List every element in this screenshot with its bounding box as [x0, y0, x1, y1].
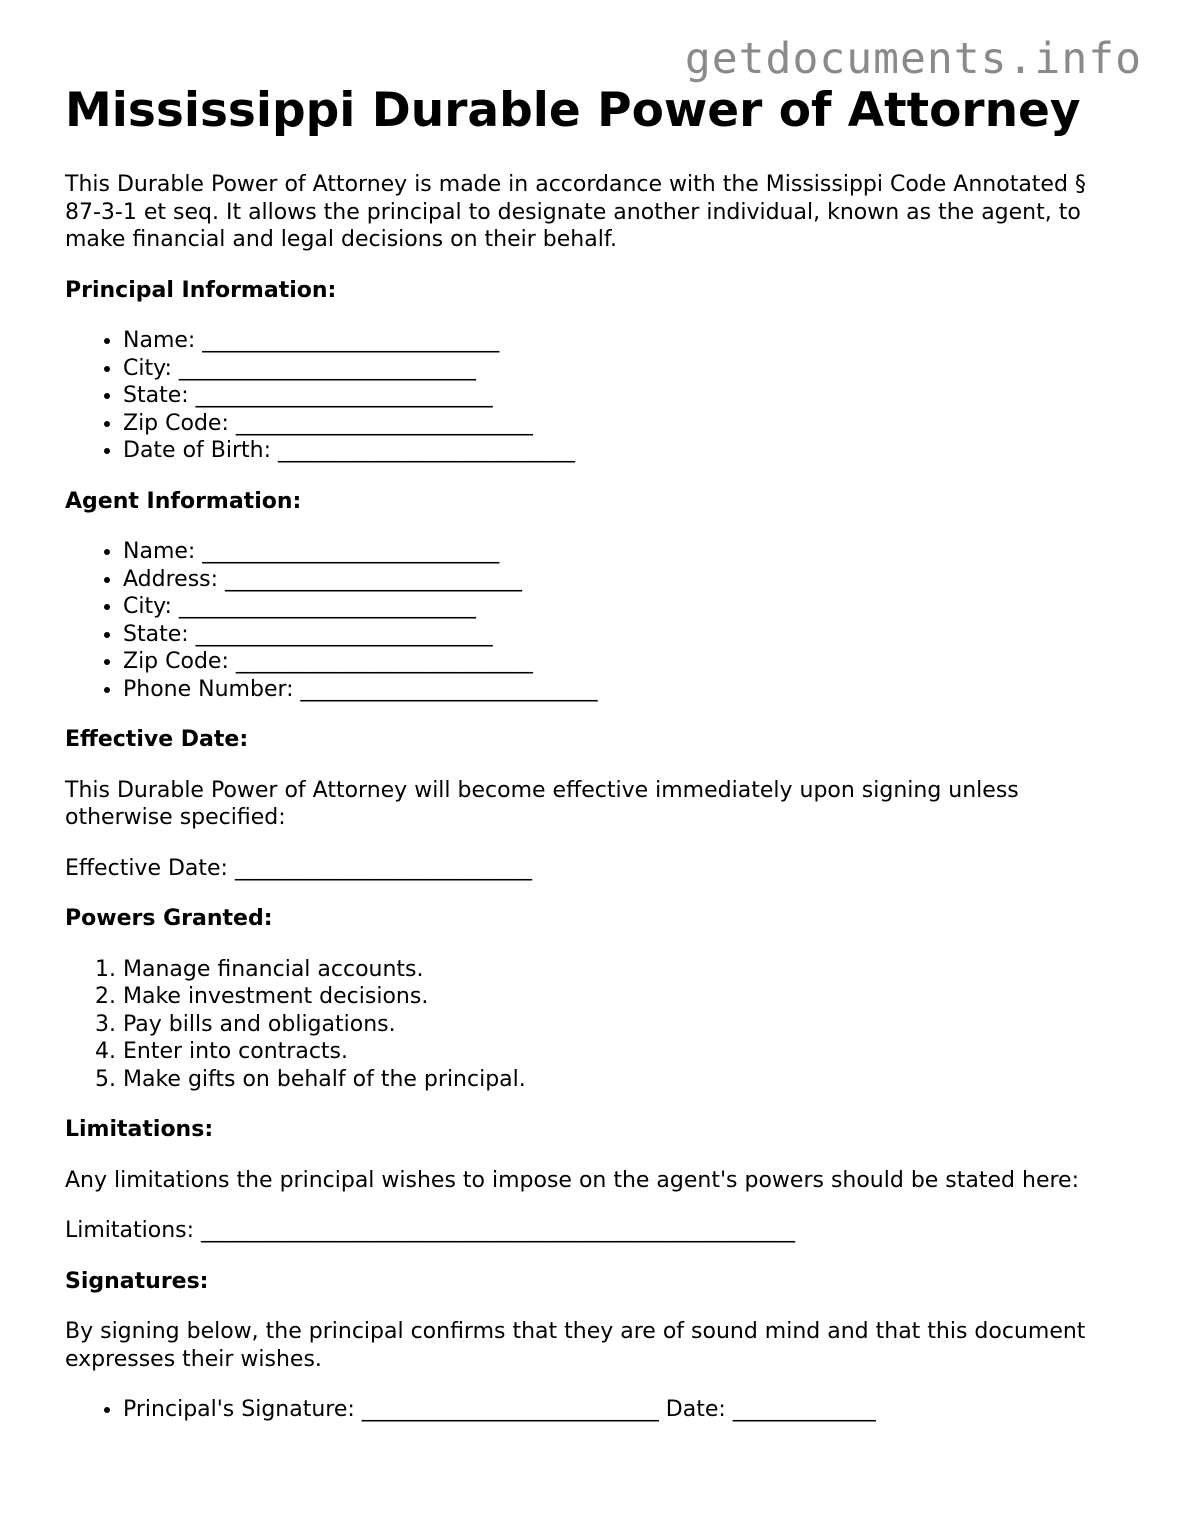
effective-heading: Effective Date: — [65, 727, 249, 752]
power-item: 5. Make gifts on behalf of the principal. — [123, 1066, 1125, 1094]
power-item: 2. Make investment decisions. — [123, 983, 1125, 1011]
powers-list — [65, 956, 1125, 1094]
principal-heading: Principal Information: — [65, 277, 337, 303]
agent-state-field[interactable]: • State: ___________________________ — [123, 621, 1125, 649]
power-item: 3. Pay bills and obligations. — [123, 1011, 1125, 1039]
principal-city-field[interactable]: • City: ___________________________ — [123, 355, 1125, 383]
powers-heading: Powers Granted: — [65, 906, 273, 931]
signatures-heading: Signatures: — [65, 1268, 209, 1294]
principal-zip-field[interactable]: • Zip Code: ___________________________ — [123, 410, 1125, 438]
agent-heading: Agent Information: — [65, 488, 302, 514]
principal-dob-field[interactable]: • Date of Birth: ___________________________ — [123, 437, 1125, 465]
document-title: Mississippi Durable Power of Attorney — [65, 83, 1081, 138]
agent-phone-field[interactable]: • Phone Number: ___________________________ — [123, 676, 1125, 704]
effective-paragraph: This Durable Power of Attorney will become effective immediately upon signing unless otherwise specified: — [65, 777, 1019, 830]
limitations-paragraph: Any limitations the principal wishes to impose on the agent's powers should be stated here: — [65, 1167, 1079, 1193]
intro-paragraph: This Durable Power of Attorney is made in accordance with the Mississippi Code Annotated § 87-3-1 et seq. It allows the principal to designate another individual, known as the agent, to make financial and legal decisions on their behalf. — [65, 172, 1086, 252]
principal-name-field[interactable]: • Name: ___________________________ — [123, 327, 1125, 355]
agent-name-field[interactable]: • Name: ___________________________ — [123, 538, 1125, 566]
agent-field-list — [65, 538, 1125, 703]
agent-zip-field[interactable]: • Zip Code: ___________________________ — [123, 648, 1125, 676]
limitations-heading: Limitations: — [65, 1117, 214, 1142]
watermark: getdocuments.info — [684, 34, 1142, 84]
principal-field-list — [65, 327, 1125, 465]
power-item: 4. Enter into contracts. — [123, 1038, 1125, 1066]
principal-signature-field[interactable]: • Principal's Signature: ___________________________ Date: _____________ — [123, 1396, 1125, 1424]
limitations-field[interactable]: Limitations: ______________________________________________________ — [65, 1218, 796, 1243]
power-item: 1. Manage financial accounts. — [123, 956, 1125, 984]
document-page — [65, 82, 1125, 1424]
signatures-paragraph: By signing below, the principal confirms that they are of sound mind and that this document expresses their wishes. — [65, 1319, 1086, 1372]
agent-city-field[interactable]: • City: ___________________________ — [123, 593, 1125, 621]
effective-date-field[interactable]: Effective Date: ___________________________ — [65, 855, 532, 881]
agent-address-field[interactable]: • Address: ___________________________ — [123, 566, 1125, 594]
principal-state-field[interactable]: • State: ___________________________ — [123, 382, 1125, 410]
signature-field-list — [65, 1396, 1125, 1424]
